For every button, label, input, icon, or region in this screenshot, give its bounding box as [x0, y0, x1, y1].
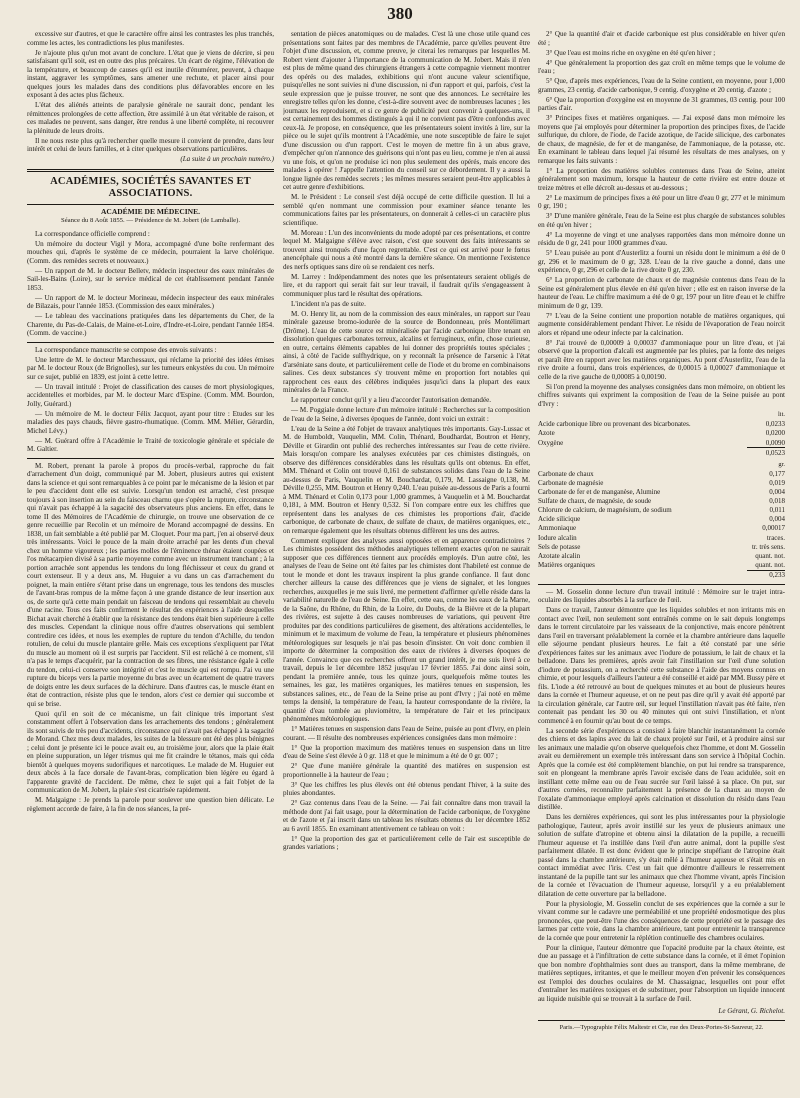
paragraph: 7° L'eau de la Seine contient une proportion notable de matières organiques, qui augmente considérablement pendant l'hiver. Le résidu de l'évaporation de l'eau noircit alors et répand une odeur infecte par la calcination.	[538, 311, 785, 337]
correspondence-item: Un mémoire du docteur Vigil y Mora, accompagné d'une boîte renfermant des mouches qui, d'après le système de ce médecin, pourraient la larve cholérique. (Comm. des remèdes secrets et nouveaux.)	[27, 239, 274, 265]
paragraph: Dans ce travail, l'auteur démontre que les liquides solubles et non irritants mis en contact avec l'œil, non seulement sont entraînés comme on le sait depuis longtemps dans le torrent circulatoire par les vaisseaux de la conjonctive, mais encore pénètrent dans l'œil en traversant préalablement la cornée et la chambre antérieure dans laquelle elle séjourne pendant plusieurs heures. Le fait a été constaté par une série d'expériences faites sur les animaux avec l'iodure de potassium, le lait de chaux et la belladone. Dans les premières, après avoir fait l'instillation sur l'œil d'une solution d'iodure de potassium, on a recherché cette substance à l'aide des moyens connus en chimie, et pour lesquels d'ailleurs l'auteur a été conseillé et aidé par MM. Bussy père et fils. L'iode a été retrouvé au bout de quelques minutes et au bout de plusieurs heures dans la cornée et l'humeur aqueuse, et on ne peut pas dire qu'il y avait été apporté par la circulation générale, car l'autre œil, sur lequel l'instillation n'avait pas été faite, n'en contenait pas pendant les 30 ou 40 minutes qui ont suivi l'instillation, et n'ont commencé à en fournir qu'au bout de ce temps.	[538, 606, 785, 725]
paragraph: La seconde série d'expériences a consisté à faire blanchir instantanément la cornée des chiens et des lapins avec du lait de chaux projeté sur l'œil, et à produire ainsi sur les animaux une maladie qu'on observe quelquefois chez l'homme, et dont M. Gosselin avait eu dernièrement un exemple très intéressant dans son service à l'hôpital Cochin. Après que la cornée est été complètement blanchie, on put lui rendre sa transparence, soit en plongeant la membrane après l'avoir excisée dans de l'eau acidulée, soit en instillant cette même eau ou de l'eau sucrée sur l'œil laissé à sa place. On put, sur d'autres cornées, reconnaître parfaitement la présence de la chaux au moyen de l'oxalate d'ammoniaque employé après calcination et dissolution du résidu dans l'eau distillée.	[538, 726, 785, 812]
correspondence-item: — Un travail intitulé : Projet de classification des causes de mort physiologiques, accidentelles et morbides, par M. le docteur Marc d'Espine. (Comm. MM. Bourdon, Jolly, Guérard.)	[27, 382, 274, 408]
paragraph: 4° La moyenne de vingt et une analyses rapportées dans mon mémoire donne un résidu de 0 gr, 241 pour 1000 grammes d'eau.	[538, 230, 785, 247]
printer-imprint: Paris.—Typographie Félix Maltestr et Cie, rue des Deux-Portes-St-Sauveur, 22.	[559, 1023, 764, 1031]
row-value: 0,177	[769, 469, 785, 478]
session-report	[27, 462, 274, 814]
paragraph: 6° Que la proportion d'oxygène est en moyenne de 31 grammes, 03 centig. pour 100 parties d'air.	[538, 95, 785, 112]
row-label: Sels de potasse	[538, 542, 581, 551]
table-row	[538, 479, 785, 488]
paragraph: L'eau de la Seine a été l'objet de travaux analytiques très importants. Gay-Lussac et M. de Humboldt, Vauquelin, MM. Colin, Thénard, Boudhardat, Boutron et Henry, Déville et Girardin ont publié des recherches intéressantes sur l'eau de cette rivière. Mais lorsqu'on compare les analyses exécutées par ces chimistes distingués, on observe des différences considérables dans les résultats qu'ils ont obtenus. En effet, MM. Thénard et Colin ont trouvé 0,161 de substances solides dans l'eau de la Seine au-dessus de Paris, Vauquelin et M. Bouchardat, 0,179, M. Lassaigne 0,138, M. Déville 0,255, MM. Boutron et Henry 0,240. L'eau puisée au-dessous de Paris a fourni à MM. Thénard et Colin 0,173 pour 1,000 grammes, à Vauquelin et à M. Bouchardat 0,181, à MM. Boutron et Henry 0,532. Si l'on compare entre eux les chiffres que représentent dans les analyses de ces chimistes les proportions d'air, d'acide carbonique, de carbonate de chaux, de sulfate de chaux, de matières organiques, etc., on remarque également que les résultats obtenus diffèrent les uns des autres.	[283, 424, 530, 535]
correspondence-item: — Le tableau des vaccinations pratiquées dans les départements du Cher, de la Charente, du Pas-de-Calais, de Maine-et-Loire, d'Indre-et-Loire, pendant l'année 1854. (Comm. de vaccine.)	[27, 312, 274, 337]
paragraph: Si l'on prend la moyenne des analyses consignées dans mon mémoire, on obtient les chiffres suivants qui expriment la composition de l'eau de la Seine puisée au pont d'Ivry :	[538, 382, 785, 408]
row-label: Azotate alcalin	[538, 551, 581, 560]
table-row	[538, 438, 785, 448]
paragraph: sentation de pièces anatomiques ou de malades. C'est là une chose utile quand ces présentations sont faites par des membres de l'Académie, parce qu'elles peuvent être l'objet d'une discussion, et, comme preuve, je citerai les remarques par lesquelles M. Robert vient d'ajouter à l'importance de la communication de M. Jobert. Mais il n'en est plus de même quand des chirurgiens étrangers à cette compagnie viennent montrer des opérés ou des malades, exhibitions qui n'ont aucune valeur scientifique, puisqu'elles ne sont suivies ni d'une discussion, ni d'un rapport et qui, parfois, c'est la seule expression que je puisse trouver, ne sont que des annonces. Le secrétaire les enregistre telles qu'on les donne, c'est-à-dire souvent avec de nombreuses lacunes ; les journaux les reproduisent, et si ce genre de publicité peut convenir à quelques-uns, il est certainement des hommes distingués à qui il ne convient pas d'être confondus avec ceux-là. Je propose, en conséquence, que les présentateurs soient invités à lire, sur la pièce ou le sujet qu'ils montrent à l'Académie, une note susceptible de faire le sujet d'une discussion ou d'un rapport. C'est le moyen de mettre fin à un abus grave, d'empêcher qu'on n'annonce des guérisons qui n'ont pas eu lieu, comme je n'en ai aussi vu une fois, et qu'on ne produise ici non plus seulement des opérés, mais encore des malades à opérer ! J'appelle l'attention du conseil sur ce débordement. Il y a aussi la longue lignée des remèdes secrets ; les mêmes mesures seraient peut-être applicables à cet autre genre d'exhibitions.	[283, 30, 530, 191]
correspondence-item: — M. Guérard offre à l'Académie le Traité de toxicologie générale et spéciale de M. Galtier.	[27, 436, 274, 453]
paragraph: Pour la physiologie, M. Gosselin conclut de ses expériences que la cornée a sur le vivant comme sur le cadavre une perméabilité et une propriété endosmotique des plus prononcées, que peut-être l'une des conséquences de cette propriété est le passage des larmes par cette voie, dans la chambre antérieure, tant pour entretenir la transparence de la cornée que pour entretenir la réplétion continuelle des chambres oculaires.	[538, 899, 785, 942]
row-label: Chlorure de calcium, de magnésium, de sodium	[538, 506, 672, 515]
session-heading: Séance du 8 Août 1855. — Présidence de M. Jobert (de Lamballe).	[60, 217, 241, 224]
table-row	[538, 429, 785, 438]
table-row	[538, 470, 785, 479]
row-label: Ammoniaque	[538, 524, 577, 533]
session-report-continued	[283, 30, 530, 852]
column-3	[538, 30, 785, 1075]
paragraph: Comment expliquer des analyses aussi opposées et en apparence contradictoires ? Les chimistes possèdent des méthodes analytiques tellement exactes qu'on ne saurait supposer que ces différences tiennent aux procédés employés. D'un autre côté, les analyses de l'eau de Seine ont été faites par les chimistes dont l'habileté est connue de tout le monde et dont les travaux inspirent la plus grande confiance. Il faut donc chercher ailleurs la cause des différences que je viens de signaler, et les longues recherches, auxquelles je me suis livré, me permettent d'affirmer qu'elle réside dans la variabilité naturelle de l'eau de Seine. En effet, cette eau, comme les eaux de la Marne, de la Saône, du Rhône, du Rhin, de la Loire, du Doubs, de la Bièvre et de la plupart des rivières, est sujette à des causes nombreuses de variations, qui peuvent être produites par des conditions particulières de gisement, des altérations accidentelles, le minimum et le maximum de volume de l'eau, la température et plusieurs phénomènes météorologiques sur lesquels je n'ai pas besoin d'insister. On voit donc combien il importe de déterminer la composition des eaux de rivières à diverses époques de l'année. Convaincu que ces recherches offrent un grand intérêt, je me suis livré à ce travail, depuis le 1er décembre 1852 jusqu'au 17 février 1855. J'ai donc ainsi soin, pendant la première année, tous les quinze jours, quelquefois même toutes les semaines, les gaz, les matières organiques, les matières tenues en suspension, les substances salines, etc., de l'eau de la Seine prise au pont d'Ivry ; j'ai noté en même temps la densité, la température de l'eau, la hauteur correspondante de la rivière, la quantité d'eau tombée au pluviomètre, la température de l'air et les principaux phénomènes météorologiques.	[283, 536, 530, 723]
row-value: quant. not.	[755, 551, 785, 560]
paragraph: Dans les dernières expériences, qui sont les plus intéressantes pour la physiologie pathologique, l'auteur, après avoir instillé sur les yeux de plusieurs animaux une solution de sulfate d'atropine et obtenu ainsi la dilatation de la pupille, a recueilli l'humeur aqueuse et l'a instillée dans l'œil d'un autre animal, dont la pupille s'est parfaitement dilatée. Il est donc évident que le principe stupéfiant de l'atropine était passé dans la chambre antérieure, s'y était mêlé à l'humeur aqueuse et s'était mis en contact immédiat avec l'iris. C'est un fait que démontre d'ailleurs le resserrement instantané de la pupille tant sur les animaux que chez l'homme vivant, après l'incision de la cornée et l'évacuation de l'humeur aqueuse, lorsqu'il y a eu préalablement dilatation de cette ouverture par la belladone.	[538, 813, 785, 898]
row-value: quant. not.	[755, 560, 785, 569]
paragraph: L'état des aliénés atteints de paralysie générale ne saurait donc, pendant les rémittences prolongées de cette affection, être assimilé à un état véritable de raison, et ces malades ne peuvent, sans danger, être rendus à une liberté complète, ni recouvrer la plénitude de leurs droits.	[27, 101, 274, 135]
row-label: Azote	[538, 429, 555, 438]
row-value: 0,004	[769, 488, 785, 497]
paragraph: excessive sur d'autres, et que le caractère offre ainsi les contrastes les plus tranchés, comme les actes, les contradictions les plus manifestes.	[27, 30, 274, 47]
correspondence-item: — Un rapport de M. le docteur Belletv, médecin inspecteur des eaux minérales de Sail-les-Bains (Loire), sur le service médical de cet établissement pendant l'année 1853.	[27, 266, 274, 292]
row-label: Carbonate de fer et de manganèse, Alumine	[538, 488, 661, 497]
paragraph: M. Larrey : Indépendamment des notes que les présentateurs seraient obligés de lire, et du rapport qui serait fait sur leur travail, il faudrait qu'ils s'engageassent à communiquer plus tard le résultat des opérations.	[283, 272, 530, 298]
paragraph: 1° Que la proportion des gaz et particulièrement celle de l'air est susceptible de grandes variations ;	[283, 834, 530, 851]
table-total: 0,0523	[747, 448, 785, 458]
paragraph: 5° Que, d'après mes expériences, l'eau de la Seine contient, en moyenne, pour 1,000 grammes, 23 centig. d'acide carbonique, 9 centig. d'oxygène et 20 centig. d'azote ;	[538, 77, 785, 94]
paragraph: 1° Que la proportion maximum des matières tenues en suspension dans un litre d'eau de Seine s'est élevée à 0 gr. 118 et que le minimum a été de 0 gr. 007 ;	[283, 743, 530, 760]
gosselin-memoir	[538, 588, 785, 1004]
row-value: traces.	[766, 533, 785, 542]
paragraph: 3° Que les chiffres les plus élevés ont été obtenus pendant l'hiver, à la suite des pluies abondantes.	[283, 780, 530, 797]
table-row	[538, 515, 785, 524]
paragraph: 2° Que d'une manière générale la quantité des matières en suspension est proportionnelle à la hauteur de l'eau ;	[283, 762, 530, 779]
seine-water-findings	[538, 30, 785, 408]
editor-signature: Le Gérant, G. Richelot.	[718, 1007, 785, 1016]
paragraph: Pour la clinique, l'auteur démontre que l'opacité produite par la chaux éteinte, est due au passage et à l'infiltration de cette substance dans la cornée, et il émet l'opinion que bon nombre d'ophthalmies sont dues au transport, dans la même membrane, de matières septiques, irritantes, et que le meilleur moyen d'en prévenir les conséquences est l'emploi des douches oculaires de M. Chassaignac, lesquelles ont pour effet d'entraîner les matières toxiques et de substituer, pour l'absorption un liquide innocent au liquide nuisible qui se trouvait à la surface de l'œil.	[538, 943, 785, 1003]
manuscript-correspondence-list	[27, 356, 274, 454]
page-number: 380	[387, 4, 413, 23]
paragraph: 1° Matières tenues en suspension dans l'eau de Seine, puisée au pont d'Ivry, en plein courant. — Il résulte des nombreuses expériences consignées dans mon mémoire :	[283, 725, 530, 742]
paragraph: Le rapporteur conclut qu'il y a lieu d'accorder l'autorisation demandée.	[291, 396, 492, 404]
paragraph: M. Moreau : L'un des inconvénients du mode adopté par ces présentations, et contre lequel M. Malgaigne s'élève avec raison, c'est que souvent des faits intéressants se trouvent ainsi tronqués d'une façon regrettable. C'est ce qui est arrivé pour le fœtus anencéphale qui nous a été montré dans la dernière séance. On mentionne l'existence des nerfs optiques sans dire où se rendaient ces nerfs.	[283, 228, 530, 271]
paragraph: 3° Que l'eau est moins riche en oxygène en été qu'en hiver ;	[546, 48, 716, 57]
paragraph: Je n'ajoute plus qu'un mot avant de conclure. L'état que je viens de décrire, si peu satisfaisant qu'il soit, est en outre des plus précaires. Un écart de régime, l'élévation de la température, et beaucoup de causes qu'il est inutile d'énumérer, peuvent, à chaque instant, aggraver les symptômes, sans amener une rechute, et placer ainsi pour quelques jours les malades dans des conditions plus défavorables encore en les exposant à des actes plus fâcheux.	[27, 48, 274, 99]
composition-table-salts	[538, 460, 785, 579]
row-label: Matières organiques	[538, 560, 595, 569]
row-label: Sulfate de chaux, de magnésie, de soude	[538, 497, 652, 506]
paragraph: L'incident n'a pas de suite.	[291, 299, 366, 308]
row-value: 0,018	[769, 497, 785, 506]
divider	[27, 342, 274, 343]
row-label: Carbonate de chaux	[538, 469, 594, 478]
table-row	[538, 420, 785, 429]
academy-name: ACADÉMIE DE MÉDECINE.	[101, 206, 200, 216]
table-row	[538, 488, 785, 497]
paragraph: 2° Le maximum de principes fixes a été pour un litre d'eau 0 gr, 277 et le minimum 0 gr, 190 ;	[538, 193, 785, 210]
footer-rule	[538, 1020, 785, 1021]
table-row	[538, 506, 785, 515]
correspondence-intro: La correspondance officielle comprend :	[35, 229, 150, 238]
row-label: Carbonate de magnésie	[538, 478, 604, 487]
row-label: Acide carbonique libre ou provenant des bicarbonates.	[538, 420, 691, 429]
row-value: 0,00017	[762, 524, 785, 533]
paragraph: M. le Président : Le conseil s'est déjà occupé de cette difficile question. Il lui a semblé qu'en nommant une commission pour examiner séance tenante les communications faites par les présentateurs, on donnerait à celles-ci un caractère plus scientifique.	[283, 193, 530, 227]
paragraph: 2° Que la quantité d'air et d'acide carbonique est plus considérable en hiver qu'en été ;	[538, 30, 785, 47]
row-value: 0,0200	[765, 429, 785, 438]
paragraph: — M. Gosselin donne lecture d'un travail intitulé : Mémoire sur le trajet intra-oculaire des liquides absorbés à la surface de l'œil.	[538, 587, 785, 605]
paragraph: 3° D'une manière générale, l'eau de la Seine est plus chargée de substances solubles en été qu'en hiver ;	[538, 212, 785, 229]
table-row	[538, 524, 785, 533]
table-row	[538, 542, 785, 551]
paragraph: 4° Que généralement la proportion des gaz croît en même temps que le volume de l'eau ;	[538, 58, 785, 75]
row-value: 0,004	[769, 515, 785, 524]
table-unit-header: lit.	[777, 411, 785, 419]
paragraph: 3° Principes fixes et matières organiques. — J'ai exposé dans mon mémoire les moyens que j'ai employés pour déterminer la proportion des principes fixes, de l'acide sulfurique, du chlore, de l'iode, de l'acide azotique, de l'acide silicique, des carbonates de chaux, de magnésie, de fer et de manganèse, de l'ammoniaque, de la potasse, etc. En examinant le tableau dans lequel j'ai résumé les résultats de mes analyses, on y remarque les faits suivants :	[538, 114, 785, 165]
manuscript-intro: La correspondance manuscrite se compose des envois suivants :	[35, 345, 217, 354]
article-conclusion	[27, 30, 274, 154]
row-value: 0,0233	[765, 420, 785, 429]
section-title: ACADÉMIES, SOCIÉTÉS SAVANTES ET ASSOCIATIONS.	[50, 175, 251, 199]
divider	[538, 584, 785, 585]
paragraph: M. Robert, prenant la parole à propos du procès-verbal, rapproche du fait d'arrachement d'un doigt, communiqué par M. Jobert, plusieurs autres qui existent dans la science et qui sont remarquables à ce point par le mécanisme de la lésion et par le peu d'accident dont elle est suivie. Lorsqu'un tendon est arraché, c'est presque toujours à son insertion au sein du faisceau charnu que s'opère la rupture, circonstance qui n'avait pas échappé à la sagacité des observateurs plus anciens. En effet, dans le tome II des Mémoires de l'Académie de chirurgie, on trouve une observation de ce genre recueillie par Recolin et un mémoire de Morand accompagné de dessins. En 1838, un fait semblable a été publié par M. Cloquet. Pour ma part, j'en ai observé deux très intéressants. Voici le pouce de la main droite arraché par les dents d'un cheval chez un homme vigoureux ; les parties molles de l'éminence thénar étaient coupées et l'os métacarpien divisé à sa partie moyenne comme avec un instrument tranchant ; à la portion arrachée sont appendus les tendons du long fléchisseur et ceux du grand et court extenseur. Il y a deux ans, M. Huguier a vu dans un cas d'arrachement du poignet, la main entière s'étant prise dans un engrenage, tous les tendons des muscles de l'avant-bras rompus de la même façon à une grande distance de leur insertion aux os, de sorte qu'à cette main pendait un faisceau de tendons qui ressemblait au chevelu d'une racine. Tous ces faits confirment le résultat des expériences à l'aide desquelles Bichat avait cherché à établir que la résistance des tendons était bien supérieure à celle des muscles. Cependant la clinique nous offre d'autres observations qui semblent contredire ces idées, et nous les exemples de rupture du tendon d'Achille, du tendon rotulien, de celui du muscle plantaire grêle. Mais ces exceptions s'expliquent par l'état du muscle au moment où il est surpris par l'accident. S'il est relâché à ce moment, s'il n'a pas le temps d'acquérir, par la contraction de ses fibres, une résistance égale à celle du tendon, celui-ci conserve son intégrité et c'est le muscle qui est rompu. J'ai vu une rupture du biceps vers la partie moyenne du bras avec un écartement de quatre travers de doigts entre les deux surfaces de la déchirure. Dans d'autres cas, le muscle étant en état de contraction, résiste plus que le tendon, alors c'est ce dernier qui succombe et qui se brise.	[27, 461, 274, 708]
row-value: 0,019	[769, 478, 785, 487]
row-label: Oxygène	[538, 438, 564, 447]
row-value: 0,011	[769, 506, 785, 515]
table-row	[538, 497, 785, 506]
correspondence-item: — Un mémoire de M. le docteur Félix Jacquot, ayant pour titre : Etudes sur les maladies des pays chauds, fièvre gastro-rhumatique. (Comm. MM. Mélier, Gérardin, Michel Lévy.)	[27, 409, 274, 435]
table-total: 0,233	[747, 570, 785, 580]
table-unit-header: gr.	[778, 460, 785, 468]
divider	[27, 458, 274, 459]
composition-table-gases	[538, 411, 785, 457]
paragraph: 6° La proportion de carbonate de chaux et de magnésie contenus dans l'eau de la Seine est généralement plus élevée en été qu'en hiver ; elle est en raison inverse de la hauteur de l'eau. Le chiffre maximum a été de 0 gr, 197 pour un litre d'eau et le chiffre minimum de 0 gr, 139.	[538, 276, 785, 310]
paragraph: Il ne nous reste plus qu'à rechercher quelle mesure il convient de prendre, dans leur intérêt et celui de leurs familles, et à citer quelques observations particulières.	[27, 136, 274, 153]
row-label: Iodure alcalin	[538, 533, 577, 542]
table-row	[538, 533, 785, 542]
paragraph: M. O. Henry lit, au nom de la commission des eaux minérales, un rapport sur l'eau minérale gazeuse bromo-iodurée de la source de Bondonneau, près Montélimart (Drôme). L'eau de cette source est minéralisée par l'acide carbonique libre tenant en dissolution quelques carbonates terreux, alcalins et ferrugineux, enfin, chose curieuse, en outre, certains éléments capables de lui donner des propriétés toutes spéciales ; ainsi, à côté de l'acide sulfhydrique, on y reconnaît la présence de l'arsenic à l'état d'arséniate sans doute, et particulièrement celle de l'iode et du brome en combinaisons salines. Ces deux substances s'y trouvent même en proportion fort notables qui rapprochent ces eaux des célèbres indiquées jusqu'ici dans la plupart des eaux minérales de la France.	[283, 309, 530, 394]
row-label: Acide silicique	[538, 515, 581, 524]
paragraph: 8° J'ai trouvé de 0,00009 à 0,00037 d'ammoniaque pour un litre d'eau, et j'ai observé que la proportion d'alcali est augmentée par les pluies, par la fonte des neiges et paraît être en rapport avec les matières organiques. Au pont d'Austerlitz, l'eau de la rive droite a fourni, dans trois expériences, de 0,00015 à 0,00027 d'ammoniaque et celle de la rive gauche de 0,00085 à 0,00190.	[538, 338, 785, 381]
paragraph: M. Malgaigne : Je prends la parole pour soulever une question bien délicate. Le règlement accorde de faire, à la fin de nos séances, la pré-	[27, 796, 274, 813]
to-be-continued-note: (La suite à un prochain numéro.)	[180, 155, 274, 163]
paragraph: Quoi qu'il en soit de ce mécanisme, un fait clinique très important s'est constamment offert à l'observation dans les arrachements des tendons ; généralement ils sont suivis de très peu d'accidents, circonstance qui n'avait pas échappé à la sagacité de Morand. Chez mes deux malades, les suites de la blessure ont été des plus bénignes ; celui dont je présente ici le pouce avait eu, au troisième jour, alors que la plaie était en pleine suppuration, un léger trismus qui me fit craindre le tétanos, mais qui céda bientôt à quelques moyens sudorifiques et narcotiques. Le malade de M. Huguier eut deux abcès à la face dorsale de l'avant-bras, complication bien légère eu égard à l'apparente gravité de l'accident. De même, chez le sujet qui a fait l'objet de la communication de M. Jobert, la plaie s'est cicatrisée rapidement.	[27, 709, 274, 794]
table-row	[538, 561, 785, 571]
section-divider	[27, 169, 274, 172]
row-value: 0,0090	[765, 438, 785, 447]
paragraph: 1° La proportion des matières solubles contenues dans l'eau de Seine, atteint généralement son maximum, lorsque la hauteur de cette rivière est entre douze et treize mètres et elle décroît au-dessus et au-dessous ;	[538, 166, 785, 192]
paragraph: 5° L'eau puisée au pont d'Austerlitz a fourni un résidu dont le minimum a été de 0 gr, 296 et le maximum de 0 gr, 328. L'eau de la rive gauche a donné, dans une expérience, 0 gr, 296 et celle de la rive droite 0 gr, 230.	[538, 249, 785, 274]
paragraph: 2° Gaz contenus dans l'eau de la Seine. — J'ai fait connaître dans mon travail la méthode dont j'ai fait usage, pour la détermination de l'acide carbonique, de l'oxygène et de l'azote et j'ai inscrit dans un tableau les résultats obtenus du 1er décembre 1852 au 6 avril 1855. En examinant attentivement ce tableau on voit :	[283, 799, 530, 833]
correspondence-item: — Un rapport de M. le docteur Morineau, médecin inspecteur des eaux minérales de Bilazais, pour l'année 1853. (Commission des eaux minérales.)	[27, 293, 274, 310]
official-correspondence-list	[27, 240, 274, 338]
column-2	[283, 30, 530, 1075]
paragraph: — M. Poggiale donne lecture d'un mémoire intitulé : Recherches sur la composition de l'eau de la Seine, à diverses époques de l'année, dont voici un extrait :	[283, 406, 530, 423]
table-row	[538, 551, 785, 560]
row-value: tr. très sens.	[751, 542, 785, 551]
correspondence-item: Une lettre de M. le docteur Marchessaux, qui réclame la priorité des idées émises par M. le docteur Roux (de Brignolles), sur les tumeurs enkystées du cou. Un mémoire sur ce sujet, publié en 1839, est joint à cette lettre.	[27, 355, 274, 381]
column-1	[27, 30, 274, 1075]
section-title-rule	[27, 204, 274, 205]
